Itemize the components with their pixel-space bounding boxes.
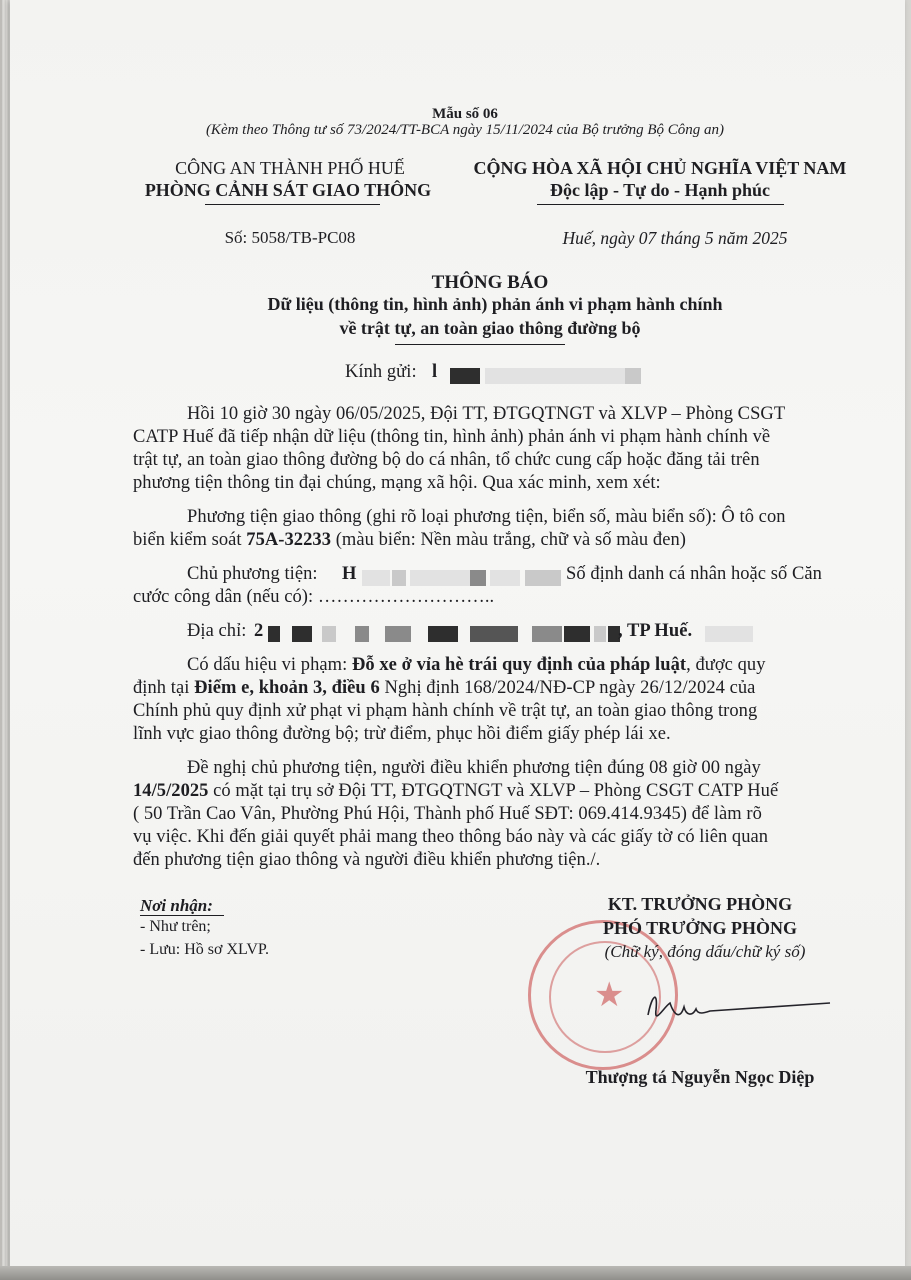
signature-note: (Chữ ký, đóng dấu/chữ ký số)	[604, 942, 806, 961]
paragraph-1-line-4: phương tiện thông tin đại chúng, mạng xã hội. Qua xác minh, xem xét:	[133, 473, 661, 493]
subtitle-underline	[395, 344, 565, 345]
paragraph-1-line-3: trật tự, an toàn giao thông đường bộ do cá nhân, tổ chức cung cấp hoặc đăng tải trên	[133, 450, 760, 470]
seal-star-icon: ★	[594, 977, 625, 1014]
document-title: THÔNG BÁO	[431, 272, 549, 293]
form-attachment-note: (Kèm theo Thông tư số 73/2024/TT-BCA ngày 15/11/2024 của Bộ trưởng Bộ Công an)	[205, 122, 725, 138]
violation-line-1	[187, 655, 766, 676]
violation-after: , được quy	[686, 655, 766, 675]
owner-initial: H	[342, 564, 357, 584]
department-name: PHÒNG CẢNH SÁT GIAO THÔNG	[144, 180, 432, 200]
vehicle-line-1: Phương tiện giao thông (ghi rõ loại phương tiện, biển số, màu biển số): Ô tô con	[187, 507, 786, 527]
license-plate: 75A-32233	[246, 530, 332, 550]
address-initial: 2	[254, 621, 264, 641]
paragraph-1-line-1: Hồi 10 giờ 30 ngày 06/05/2025, Đội TT, ĐTGQTNGT và XLVP – Phòng CSGT	[187, 404, 786, 424]
redacted-recipient	[625, 368, 641, 384]
id-number-line: cước công dân (nếu có): ………………………..	[133, 587, 495, 607]
department-underline	[205, 204, 380, 205]
violation-line2-prefix: định tại	[133, 678, 190, 698]
issue-date: Huế, ngày 07 tháng 5 năm 2025	[562, 228, 788, 248]
redacted-owner	[410, 570, 470, 586]
violation-line-3: Chính phủ quy định xử phạt vi phạm hành chính về trật tự, an toàn giao thông trong	[133, 701, 758, 721]
violation-label: Có dấu hiệu vi phạm:	[187, 655, 348, 675]
redacted-recipient	[450, 368, 480, 384]
request-line-4: vụ việc. Khi đến giải quyết phải mang theo thông báo này và các giấy tờ có liên quan	[133, 827, 769, 847]
paragraph-1-line-2: CATP Huế đã tiếp nhận dữ liệu (thông tin, hình ảnh) phản ánh vi phạm hành chính về	[133, 427, 771, 447]
violation-line-4: lĩnh vực giao thông đường bộ; trừ điểm, phục hồi điểm giấy phép lái xe.	[133, 724, 671, 744]
redacted-address	[355, 626, 369, 642]
request-line-2	[133, 781, 778, 802]
redacted-address	[385, 626, 411, 642]
redacted-owner	[490, 570, 520, 586]
recipient-label: Kính gửi:	[345, 362, 417, 382]
owner-label: Chủ phương tiện:	[187, 564, 318, 584]
redacted-owner	[470, 570, 486, 586]
request-line-3: ( 50 Trần Cao Vân, Phường Phú Hội, Thành phố Huế SĐT: 069.414.9345) để làm rõ	[133, 804, 762, 824]
national-motto: Độc lập - Tự do - Hạnh phúc	[549, 180, 771, 200]
recipient-item: - Như trên;	[140, 918, 211, 935]
violation-clause: Điểm e, khoản 3, điều 6	[194, 678, 380, 698]
table-surface	[0, 1266, 911, 1280]
address-city: , TP Huế.	[618, 621, 693, 641]
recipient-item: - Lưu: Hồ sơ XLVP.	[140, 941, 269, 958]
reference-number: Số: 5058/TB-PC08	[224, 228, 356, 247]
violation-line2-suffix: Nghị định 168/2024/NĐ-CP ngày 26/12/2024 của	[384, 678, 756, 698]
appointment-date: 14/5/2025	[133, 781, 209, 801]
plate-prefix: biển kiểm soát	[133, 530, 242, 550]
request-line-5: đến phương tiện giao thông và người điều khiển phương tiện./.	[133, 850, 601, 870]
redacted-address	[564, 626, 590, 642]
signer-title-1: KT. TRƯỞNG PHÒNG	[607, 894, 793, 914]
redacted-owner	[525, 570, 561, 586]
form-number: Mẫu số 06	[432, 106, 498, 122]
redacted-address	[532, 626, 562, 642]
redacted-address	[268, 626, 280, 642]
address-label: Địa chỉ:	[187, 621, 247, 641]
country-name: CỘNG HÒA XÃ HỘI CHỦ NGHĨA VIỆT NAM	[473, 158, 847, 178]
signer-name: Thượng tá Nguyễn Ngọc Diệp	[585, 1067, 815, 1087]
handwritten-signature	[640, 985, 840, 1035]
request-line-1: Đề nghị chủ phương tiện, người điều khiển phương tiện đúng 08 giờ 00 ngày	[187, 758, 761, 778]
document-subtitle-line2: về trật tự, an toàn giao thông đường bộ	[339, 318, 641, 338]
redacted-address	[292, 626, 312, 642]
redacted-address	[322, 626, 336, 642]
recipient-initial: l	[432, 362, 438, 382]
recipients-title: Nơi nhận:	[140, 896, 213, 915]
recipients-underline	[140, 915, 224, 916]
violation-line-2	[133, 678, 755, 699]
redacted-address	[428, 626, 458, 642]
redacted-owner	[392, 570, 406, 586]
redacted-owner	[362, 570, 390, 586]
redacted-address	[594, 626, 606, 642]
redacted-address	[705, 626, 753, 642]
motto-underline	[537, 204, 784, 205]
redacted-recipient	[485, 368, 625, 384]
violation-description: Đỗ xe ở vỉa hè trái quy định của pháp luật	[351, 655, 687, 675]
request-line2-suffix: có mặt tại trụ sở Đội TT, ĐTGQTNGT và XLVP – Phòng CSGT CATP Huế	[213, 781, 779, 801]
plate-color: (màu biển: Nền màu trắng, chữ và số màu đen)	[335, 530, 686, 550]
redacted-address	[470, 626, 518, 642]
document-subtitle-line1: Dữ liệu (thông tin, hình ảnh) phản ánh vi phạm hành chính	[267, 294, 723, 314]
vehicle-line-2	[133, 530, 686, 551]
agency-name: CÔNG AN THÀNH PHỐ HUẾ	[175, 158, 405, 178]
signer-title-2: PHÓ TRƯỞNG PHÒNG	[602, 918, 797, 938]
id-number-label: Số định danh cá nhân hoặc số Căn	[566, 564, 822, 584]
